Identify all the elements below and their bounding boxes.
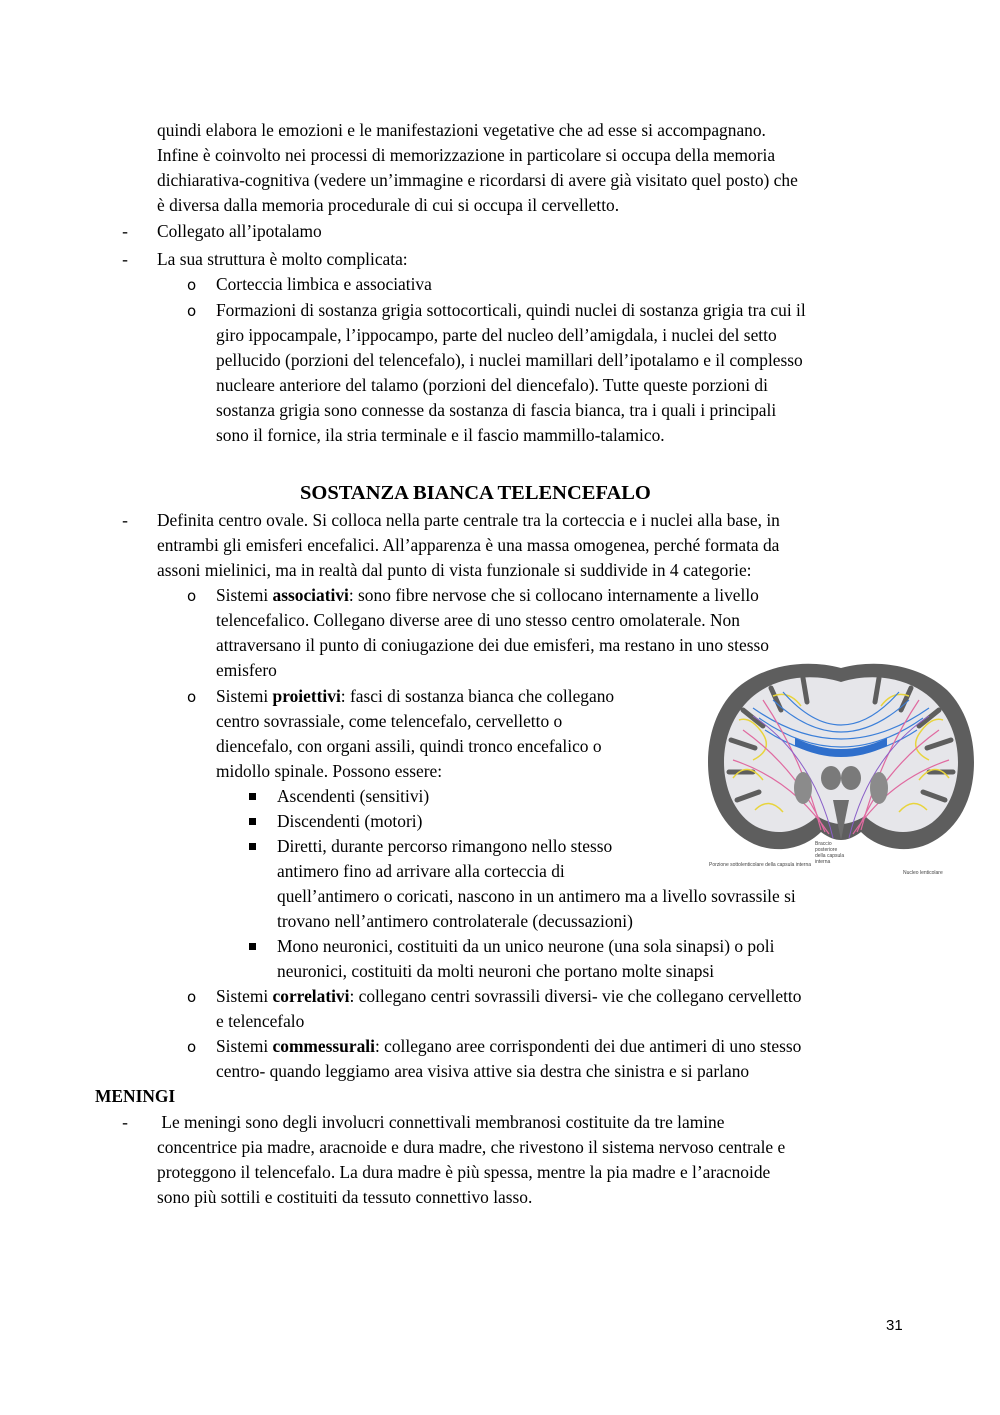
square-bullet [249,818,256,825]
sub-item-text: Formazioni di sostanza grigia sottocorticali, quindi nuclei di sostanza grigia tra cui il [216,300,806,320]
body-line: concentrice pia madre, aracnoide e dura madre, che rivestono il sistema nervoso centrale e [157,1137,786,1157]
proj-item: Mono neuronici, costituiti da un unico neurone (una sola sinapsi) o poli [277,936,775,956]
proj-item: neuronici, costituiti da molti neuroni che portano molte sinapsi [277,961,715,981]
intro-line: è diversa dalla memoria procedurale di cui si occupa il cervelletto. [157,195,620,215]
assoc-line: attraversano il punto di coniugazione dei due emisferi, ma restano in uno stesso [216,635,769,655]
circle-bullet: o [187,988,197,1006]
square-bullet [249,943,256,950]
lenticular-nucleus [794,772,812,804]
figure-caption: Porzione sottolenticolare della capsula interna [709,862,812,868]
proj-item: quell’antimero o coricati, nascono in un antimero ma a livello sovrassile si [277,886,796,906]
intro-line: Infine è coinvolto nei processi di memorizzazione in particolare si occupa della memoria [157,145,776,165]
figure-caption: Braccio [815,841,832,847]
intro-line: dichiarativa-cognitiva (vedere un’immagine e ricordarsi di avere già visitato quel posto) che [157,170,798,190]
figure-caption: interna [815,859,831,865]
proj-line: diencefalo, con organi assili, quindi tronco encefalico o [216,736,602,756]
body-line: Le meningi sono degli involucri connettivali membranosi costituite da tre lamine [157,1112,725,1132]
body-line: proteggono il telencefalo. La dura madre è più spessa, mentre la pia madre e l’aracnoide [157,1162,771,1182]
dash-bullet: - [122,1112,128,1132]
sub-item-text: giro ippocampale, l’ippocampo, parte del nucleo dell’amigdala, i nuclei del setto [216,325,777,345]
proj-item: trovano nell’antimero controlaterale (decussazioni) [277,911,633,931]
proj-item: Discendenti (motori) [277,811,423,831]
figure-caption: Nucleo lenticolare [903,870,943,876]
dash-bullet: - [122,249,128,269]
body-line: assoni mielinici, ma in realtà dal punto di vista funzionale si suddivide in 4 categorie: [157,560,752,580]
section-heading: MENINGI [95,1086,176,1106]
assoc-line: emisfero [216,660,277,680]
sub-item-text: nucleare anteriore del talamo (porzioni del diencefalo). Tutte queste porzioni di [216,375,768,395]
intro-line: quindi elabora le emozioni e le manifestazioni vegetative che ad esse si accompagnano. [157,120,766,140]
proj-line: midollo spinale. Possono essere: [216,761,443,781]
assoc-line: Sistemi associativi: sono fibre nervose che si collocano internamente a livello [216,585,759,605]
sub-item-text: sono il fornice, ila stria terminale e il fascio mammillo-talamico. [216,425,665,445]
body-line: sono più sottili e costituiti da tessuto connettivo lasso. [157,1187,533,1207]
page-number: 31 [886,1317,903,1334]
dash-bullet: - [122,221,128,241]
circle-bullet: o [187,302,197,320]
proj-line: Sistemi proiettivi: fasci di sostanza bianca che collegano [216,686,615,706]
comm-line: centro- quando leggiamo area visiva attive sia destra che sinistra e si parlano [216,1061,750,1081]
circle-bullet: o [187,688,197,706]
circle-bullet: o [187,587,197,605]
body-line: entrambi gli emisferi encefalici. All’apparenza è una massa omogenea, perché formata da [157,535,780,555]
square-bullet [249,843,256,850]
sub-item-text: sostanza grigia sono connesse da sostanza di fascia bianca, tra i quali i principali [216,400,777,420]
proj-item: antimero fino ad arrivare alla corteccia di [277,861,565,881]
proj-line: centro sovrassiale, come telencefalo, cervelletto o [216,711,563,731]
section-heading: SOSTANZA BIANCA TELENCEFALO [300,482,651,504]
figure-caption: posteriore [815,847,838,853]
bullet-text: Collegato all’ipotalamo [157,221,322,241]
proj-item: Diretti, durante percorso rimangono nello stesso [277,836,613,856]
sub-item-text: pellucido (porzioni del telencefalo), i nuclei mamillari dell’ipotalamo e il complesso [216,350,803,370]
brain-coronal-section-figure [703,660,980,876]
proj-item: Ascendenti (sensitivi) [277,786,430,806]
square-bullet [249,793,256,800]
dash-bullet: - [122,510,128,530]
corr-line: e telencefalo [216,1011,305,1031]
figure-caption: della capsula [815,853,845,859]
sub-item-text: Corteccia limbica e associativa [216,274,432,294]
corr-line: Sistemi correlativi: collegano centri sovrassili diversi- vie che collegano cervelletto [216,986,802,1006]
bullet-text: La sua struttura è molto complicata: [157,249,408,269]
thalamus [821,766,841,790]
circle-bullet: o [187,1038,197,1056]
body-line: Definita centro ovale. Si colloca nella parte centrale tra la corteccia e i nuclei alla base, in [157,510,780,530]
assoc-line: telencefalico. Collegano diverse aree di uno stesso centro omolaterale. Non [216,610,740,630]
circle-bullet: o [187,276,197,294]
comm-line: Sistemi commessurali: collegano aree corrispondenti dei due antimeri di uno stesso [216,1036,802,1056]
